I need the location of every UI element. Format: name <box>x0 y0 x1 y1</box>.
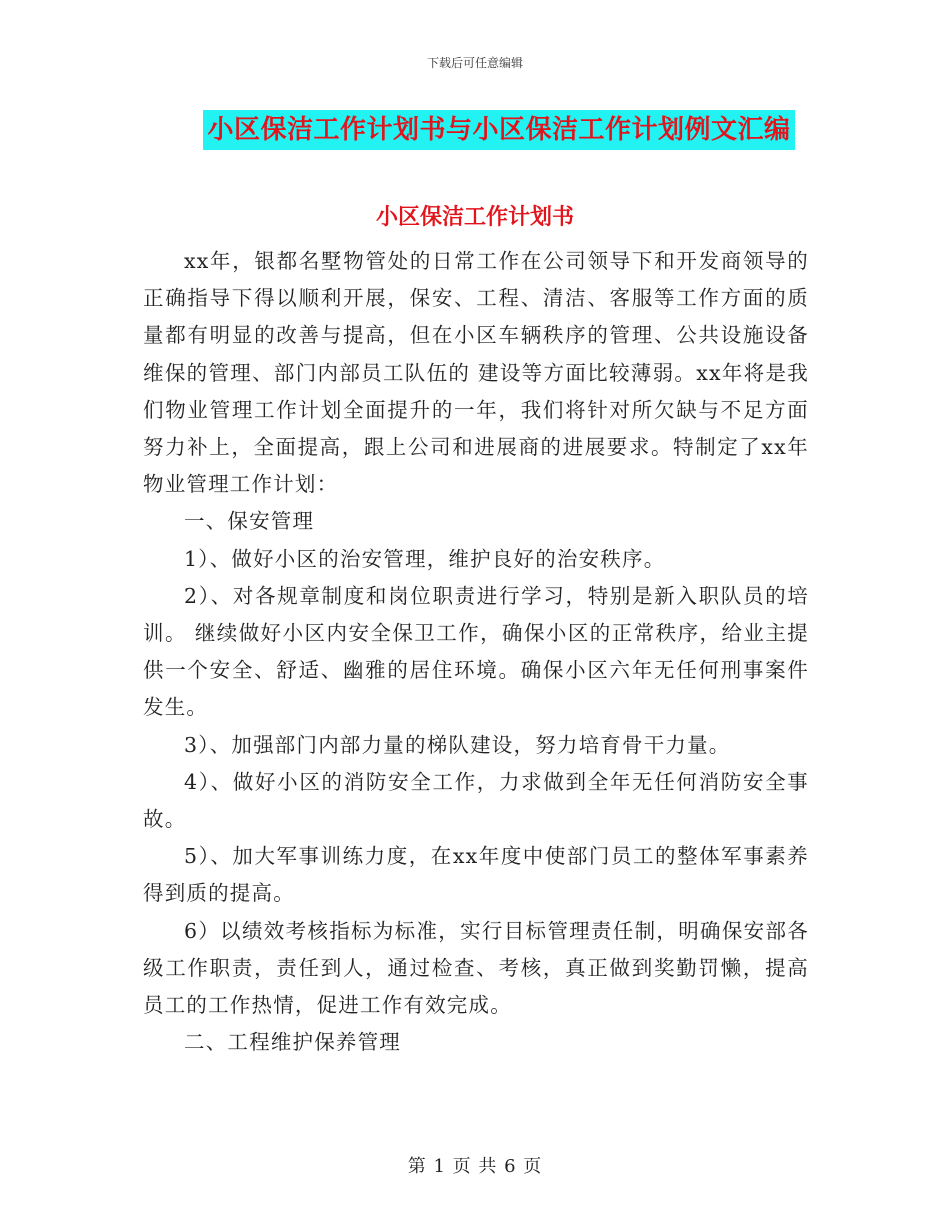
paragraph-item-6: 6）以绩效考核指标为标准，实行目标管理责任制，明确保安部各级工作职责，责任到人，通过检查、考核，真正做到奖勤罚懒，提高员工的工作热情，促进工作有效完成。 <box>143 918 809 1018</box>
document-main-title: 小区保洁工作计划书与小区保洁工作计划例文汇编 <box>203 110 794 150</box>
heading-security-management: 一、保安管理 <box>184 509 315 534</box>
heading-engineering-maintenance: 二、工程维护保养管理 <box>184 1030 401 1055</box>
paragraph-intro: xx年，银都名墅物管处的日常工作在公司领导下和开发商领导的正确指导下得以顺利开展，保安、工程、清洁、客服等工作方面的质量都有明显的改善与提高，但在小区车辆秩序的管理、公共设施设备维保的管理、部门内部员工队伍的 建设等方面比较薄弱。xx年将是我们物业管理工作计划全面提升的一年，我们将针对所欠缺与不足方面努力补上，全面提高，跟上公司和进展商的进展要求。特制定了xx年物业管理工作计划： <box>143 249 809 497</box>
paragraph-item-3: 3）、加强部门内部力量的梯队建设，努力培育骨干力量。 <box>184 732 731 757</box>
paragraph-item-5: 5）、加大军事训练力度，在xx年度中使部门员工的整体军事素养得到质的提高。 <box>143 844 809 906</box>
paragraph-item-2: 2）、对各规章制度和岗位职责进行学习，特别是新入职队员的培训。 继续做好小区内安全保卫工作，确保小区的正常秩序，给业主提供一个安全、舒适、幽雅的居住环境。确保小区六年无任何刑事案件发生。 <box>143 583 809 720</box>
document-body <box>143 243 809 1061</box>
page-header-note: 下载后可任意编辑 <box>426 56 523 70</box>
paragraph-item-1: 1）、做好小区的治安管理，维护良好的治安秩序。 <box>184 546 666 571</box>
main-title-container <box>0 110 950 150</box>
page-number-footer: 第 1 页 共 6 页 <box>407 1156 543 1177</box>
paragraph-item-4: 4）、做好小区的消防安全工作，力求做到全年无任何消防安全事故。 <box>143 769 809 832</box>
section-title: 小区保洁工作计划书 <box>375 205 574 230</box>
